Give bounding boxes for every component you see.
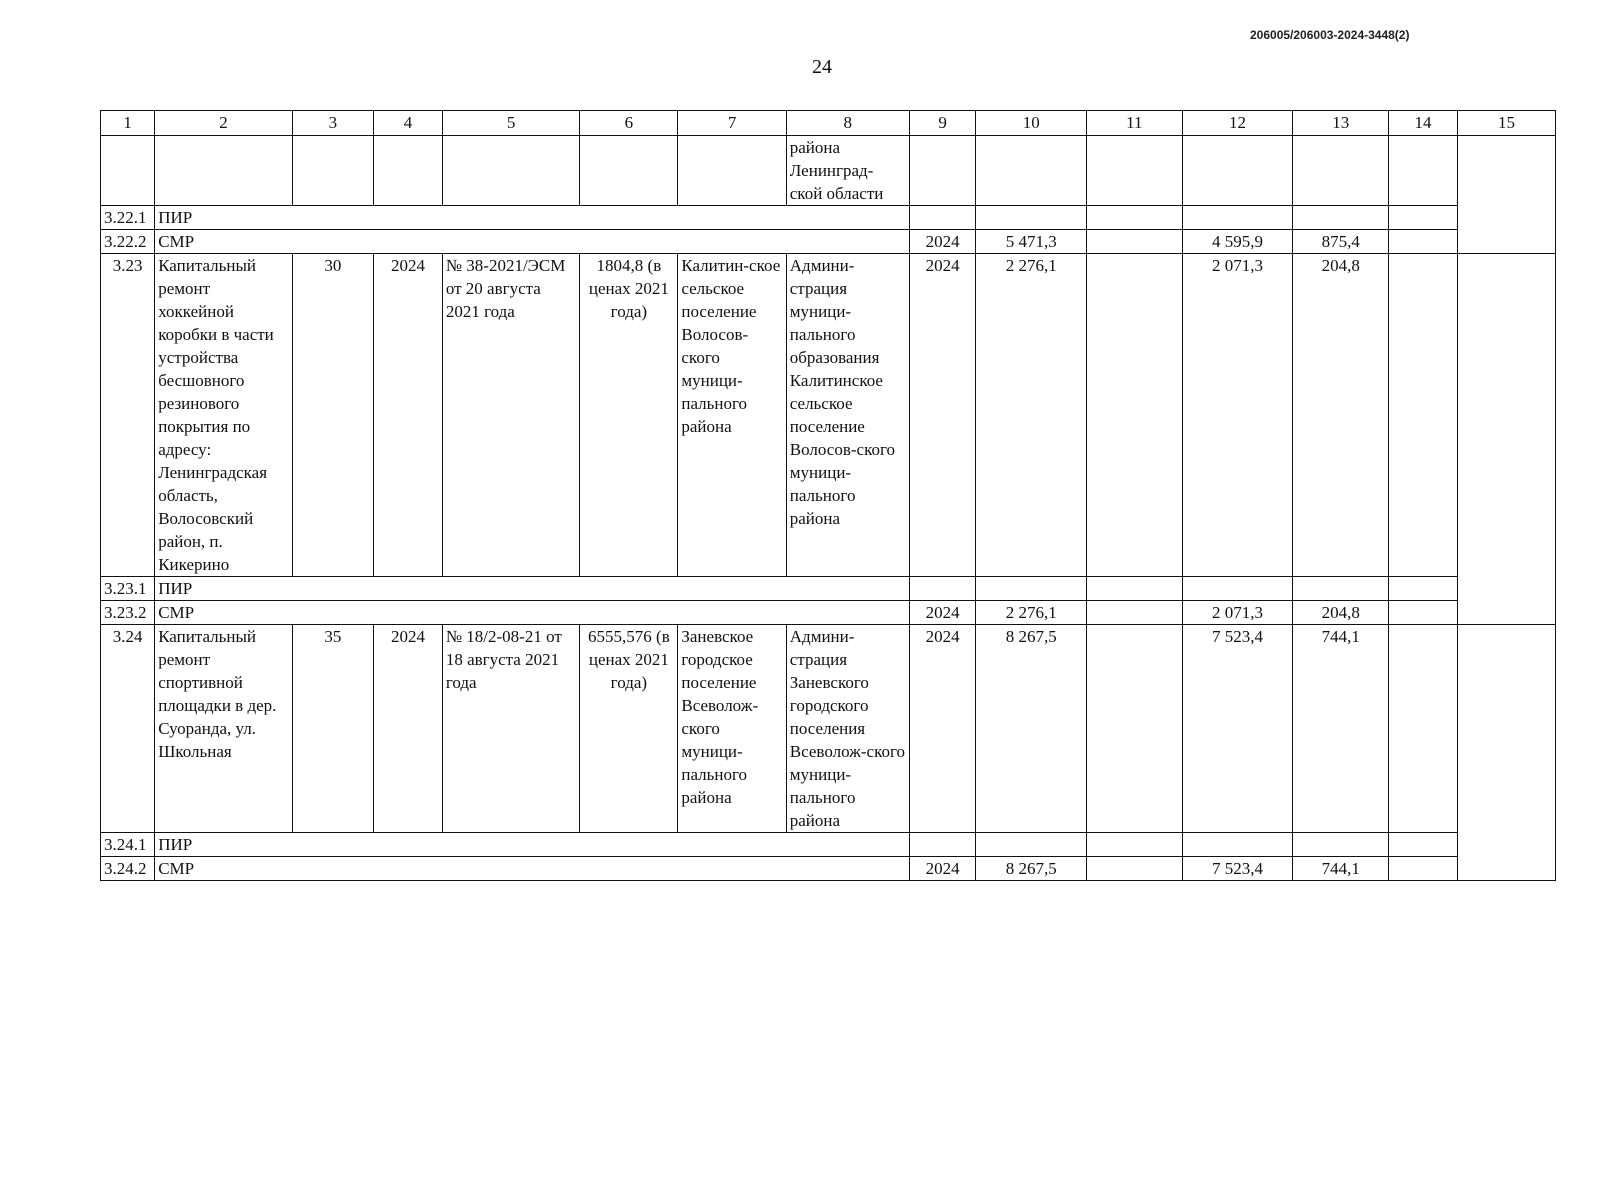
cell-year: 2024 bbox=[909, 625, 976, 833]
document-id: 206005/206003-2024-3448(2) bbox=[1250, 28, 1410, 42]
cell-year: 2024 bbox=[909, 857, 976, 881]
cell-label: ПИР bbox=[155, 206, 910, 230]
table-row-continuation bbox=[101, 136, 1556, 206]
cell-regional: 2 071,3 bbox=[1182, 254, 1292, 577]
cell-cost: 1804,8 (в ценах 2021 года) bbox=[580, 254, 678, 577]
cell-year: 2024 bbox=[909, 230, 976, 254]
header-cell: 12 bbox=[1182, 111, 1292, 136]
cell-total: 8 267,5 bbox=[976, 625, 1086, 833]
cell-cost: 6555,576 (в ценах 2021 года) bbox=[580, 625, 678, 833]
header-cell: 14 bbox=[1389, 111, 1458, 136]
header-cell: 15 bbox=[1457, 111, 1555, 136]
cell-label: СМР bbox=[155, 601, 910, 625]
header-cell: 8 bbox=[786, 111, 909, 136]
cell-regional: 7 523,4 bbox=[1182, 857, 1292, 881]
header-cell: 1 bbox=[101, 111, 155, 136]
cell-number: 3.23 bbox=[101, 254, 155, 577]
table-row-3-22-2 bbox=[101, 230, 1556, 254]
cell-local: 744,1 bbox=[1293, 625, 1389, 833]
cell-local: 875,4 bbox=[1293, 230, 1389, 254]
cell-expertise: № 38-2021/ЭСМ от 20 августа 2021 года bbox=[442, 254, 580, 577]
cell-regional: 7 523,4 bbox=[1182, 625, 1292, 833]
table-row-3-24 bbox=[101, 625, 1556, 833]
header-row bbox=[101, 111, 1556, 136]
cell-year-start: 2024 bbox=[374, 625, 443, 833]
page-number: 24 bbox=[812, 56, 832, 78]
header-cell: 9 bbox=[909, 111, 976, 136]
cell-municipality: Заневское городское поселение Всеволож-ского муници-пального района bbox=[678, 625, 786, 833]
cell-responsible: района Ленинград-ской области bbox=[786, 136, 909, 206]
header-cell: 2 bbox=[155, 111, 293, 136]
header-cell: 5 bbox=[442, 111, 580, 136]
cell-regional: 2 071,3 bbox=[1182, 601, 1292, 625]
header-cell: 4 bbox=[374, 111, 443, 136]
header-cell: 11 bbox=[1086, 111, 1182, 136]
header-cell: 7 bbox=[678, 111, 786, 136]
cell-number: 3.22.2 bbox=[101, 230, 155, 254]
cell-number: 3.23.1 bbox=[101, 577, 155, 601]
cell-object-name: Капитальный ремонт хоккейной коробки в части устройства бесшовного резинового покрытия по адресу: Ленинградская область, Волосовский район, п. Кикерино bbox=[155, 254, 293, 577]
cell-label: СМР bbox=[155, 857, 910, 881]
table-row-3-24-2 bbox=[101, 857, 1556, 881]
table-row-3-23 bbox=[101, 254, 1556, 577]
cell-total: 5 471,3 bbox=[976, 230, 1086, 254]
cell-total: 8 267,5 bbox=[976, 857, 1086, 881]
header-cell: 6 bbox=[580, 111, 678, 136]
cell-total: 2 276,1 bbox=[976, 254, 1086, 577]
cell-number: 3.24 bbox=[101, 625, 155, 833]
data-table bbox=[100, 110, 1556, 881]
cell-year-start: 2024 bbox=[374, 254, 443, 577]
cell-object-name: Капитальный ремонт спортивной площадки в дер. Суоранда, ул. Школьная bbox=[155, 625, 293, 833]
cell-local: 204,8 bbox=[1293, 254, 1389, 577]
cell-expertise: № 18/2-08-21 от 18 августа 2021 года bbox=[442, 625, 580, 833]
table-row-3-23-2 bbox=[101, 601, 1556, 625]
cell-number: 3.24.2 bbox=[101, 857, 155, 881]
cell-responsible: Админи-страция Заневского городского поселения Всеволож-ского муници-пального района bbox=[786, 625, 909, 833]
header-cell: 13 bbox=[1293, 111, 1389, 136]
table-row-3-23-1 bbox=[101, 577, 1556, 601]
cell-year: 2024 bbox=[909, 254, 976, 577]
cell-number: 3.24.1 bbox=[101, 833, 155, 857]
cell-number: 3.23.2 bbox=[101, 601, 155, 625]
cell-regional: 4 595,9 bbox=[1182, 230, 1292, 254]
cell-municipality: Калитин-ское сельское поселение Волосов-ского муници-пального района bbox=[678, 254, 786, 577]
table-row-3-22-1 bbox=[101, 206, 1556, 230]
cell-label: ПИР bbox=[155, 577, 910, 601]
cell-local: 744,1 bbox=[1293, 857, 1389, 881]
cell-capacity: 35 bbox=[292, 625, 373, 833]
cell-capacity: 30 bbox=[292, 254, 373, 577]
table-row-3-24-1 bbox=[101, 833, 1556, 857]
cell-label: ПИР bbox=[155, 833, 910, 857]
header-cell: 3 bbox=[292, 111, 373, 136]
cell-number: 3.22.1 bbox=[101, 206, 155, 230]
header-cell: 10 bbox=[976, 111, 1086, 136]
cell-total: 2 276,1 bbox=[976, 601, 1086, 625]
cell-responsible: Админи-страция муници-пального образования Калитинское сельское поселение Волосов-ского муници-пального района bbox=[786, 254, 909, 577]
cell-year: 2024 bbox=[909, 601, 976, 625]
cell-local: 204,8 bbox=[1293, 601, 1389, 625]
cell-label: СМР bbox=[155, 230, 910, 254]
